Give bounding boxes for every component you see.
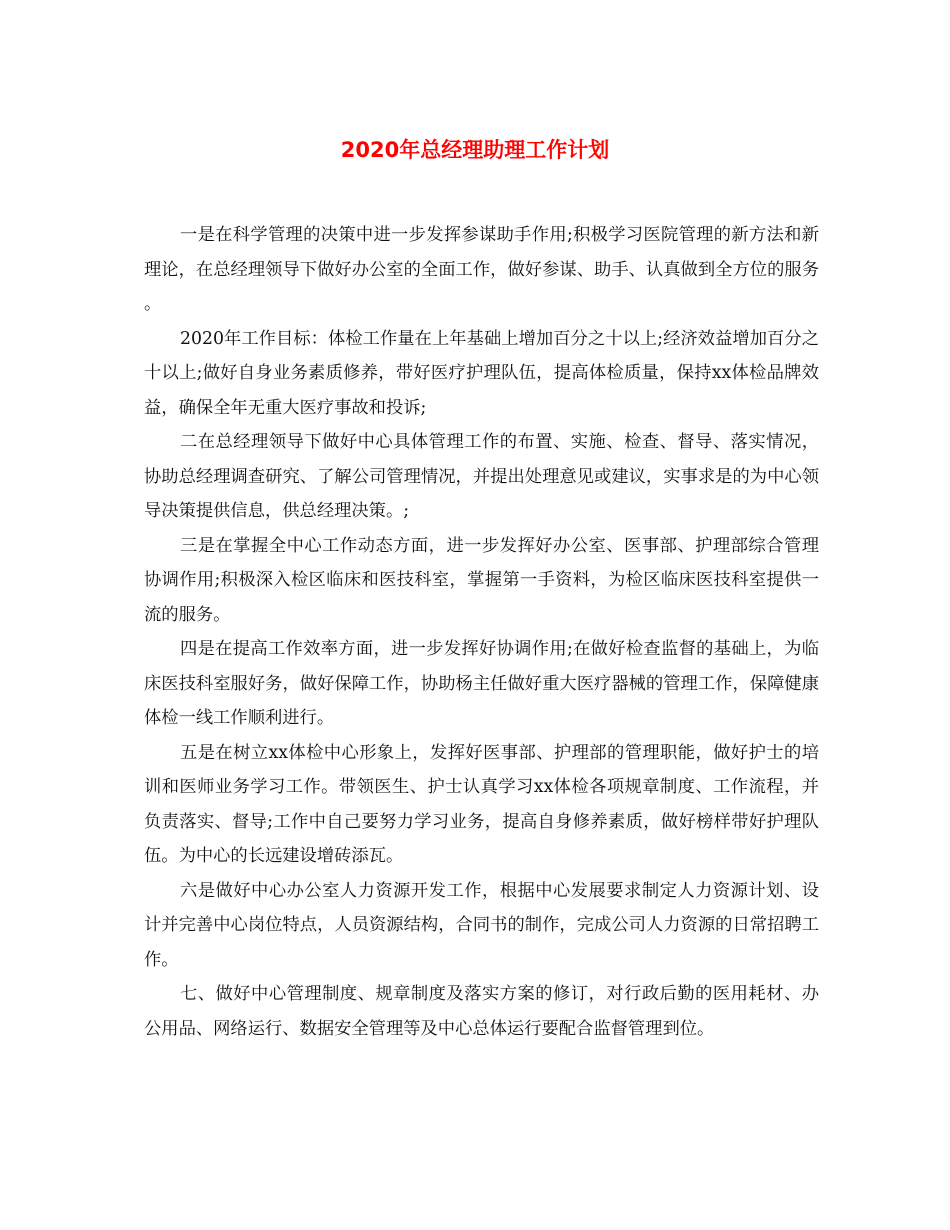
document-body: [144, 218, 819, 1046]
paragraph-6: 五是在树立xx体检中心形象上，发挥好医事部、护理部的管理职能，做好护士的培训和医师业务学习工作。带领医生、护士认真学习xx体检各项规章制度、工作流程，并负责落实、督导;工作中自己要努力学习业务，提高自身修养素质，做好榜样带好护理队伍。为中心的长远建设增砖添瓦。: [144, 742, 819, 866]
paragraph-3: 二在总经理领导下做好中心具体管理工作的布置、实施、检查、督导、落实情况，协助总经理调查研究、了解公司管理情况，并提出处理意见或建议，实事求是的为中心领导决策提供信息，供总经理决策。;: [144, 432, 819, 521]
paragraph-7: 六是做好中心办公室人力资源开发工作，根据中心发展要求制定人力资源计划、设计并完善中心岗位特点，人员资源结构，合同书的制作，完成公司人力资源的日常招聘工作。: [144, 880, 819, 970]
paragraph-5: 四是在提高工作效率方面，进一步发挥好协调作用;在做好检查监督的基础上，为临床医技科室服好务，做好保障工作，协助杨主任做好重大医疗器械的管理工作，保障健康体检一线工作顺利进行。: [144, 639, 819, 728]
paragraph-4: 三是在掌握全中心工作动态方面，进一步发挥好办公室、医事部、护理部综合管理协调作用;积极深入检区临床和医技科室，掌握第一手资料，为检区临床医技科室提供一流的服务。: [144, 535, 819, 625]
paragraph-2: 2020年工作目标：体检工作量在上年基础上增加百分之十以上;经济效益增加百分之十以上;做好自身业务素质修养，带好医疗护理队伍，提高体检质量，保持xx体检品牌效益，确保全年无重大医疗事故和投诉;: [144, 328, 819, 418]
paragraph-1: 一是在科学管理的决策中进一步发挥参谋助手作用;积极学习医院管理的新方法和新理论，在总经理领导下做好办公室的全面工作，做好参谋、助手、认真做到全方位的服务。: [144, 225, 819, 314]
paragraph-8: 七、做好中心管理制度、规章制度及落实方案的修订，对行政后勤的医用耗材、办公用品、网络运行、数据安全管理等及中心总体运行要配合监督管理到位。: [144, 984, 819, 1039]
document-title: 2020年总经理助理工作计划: [340, 138, 610, 162]
